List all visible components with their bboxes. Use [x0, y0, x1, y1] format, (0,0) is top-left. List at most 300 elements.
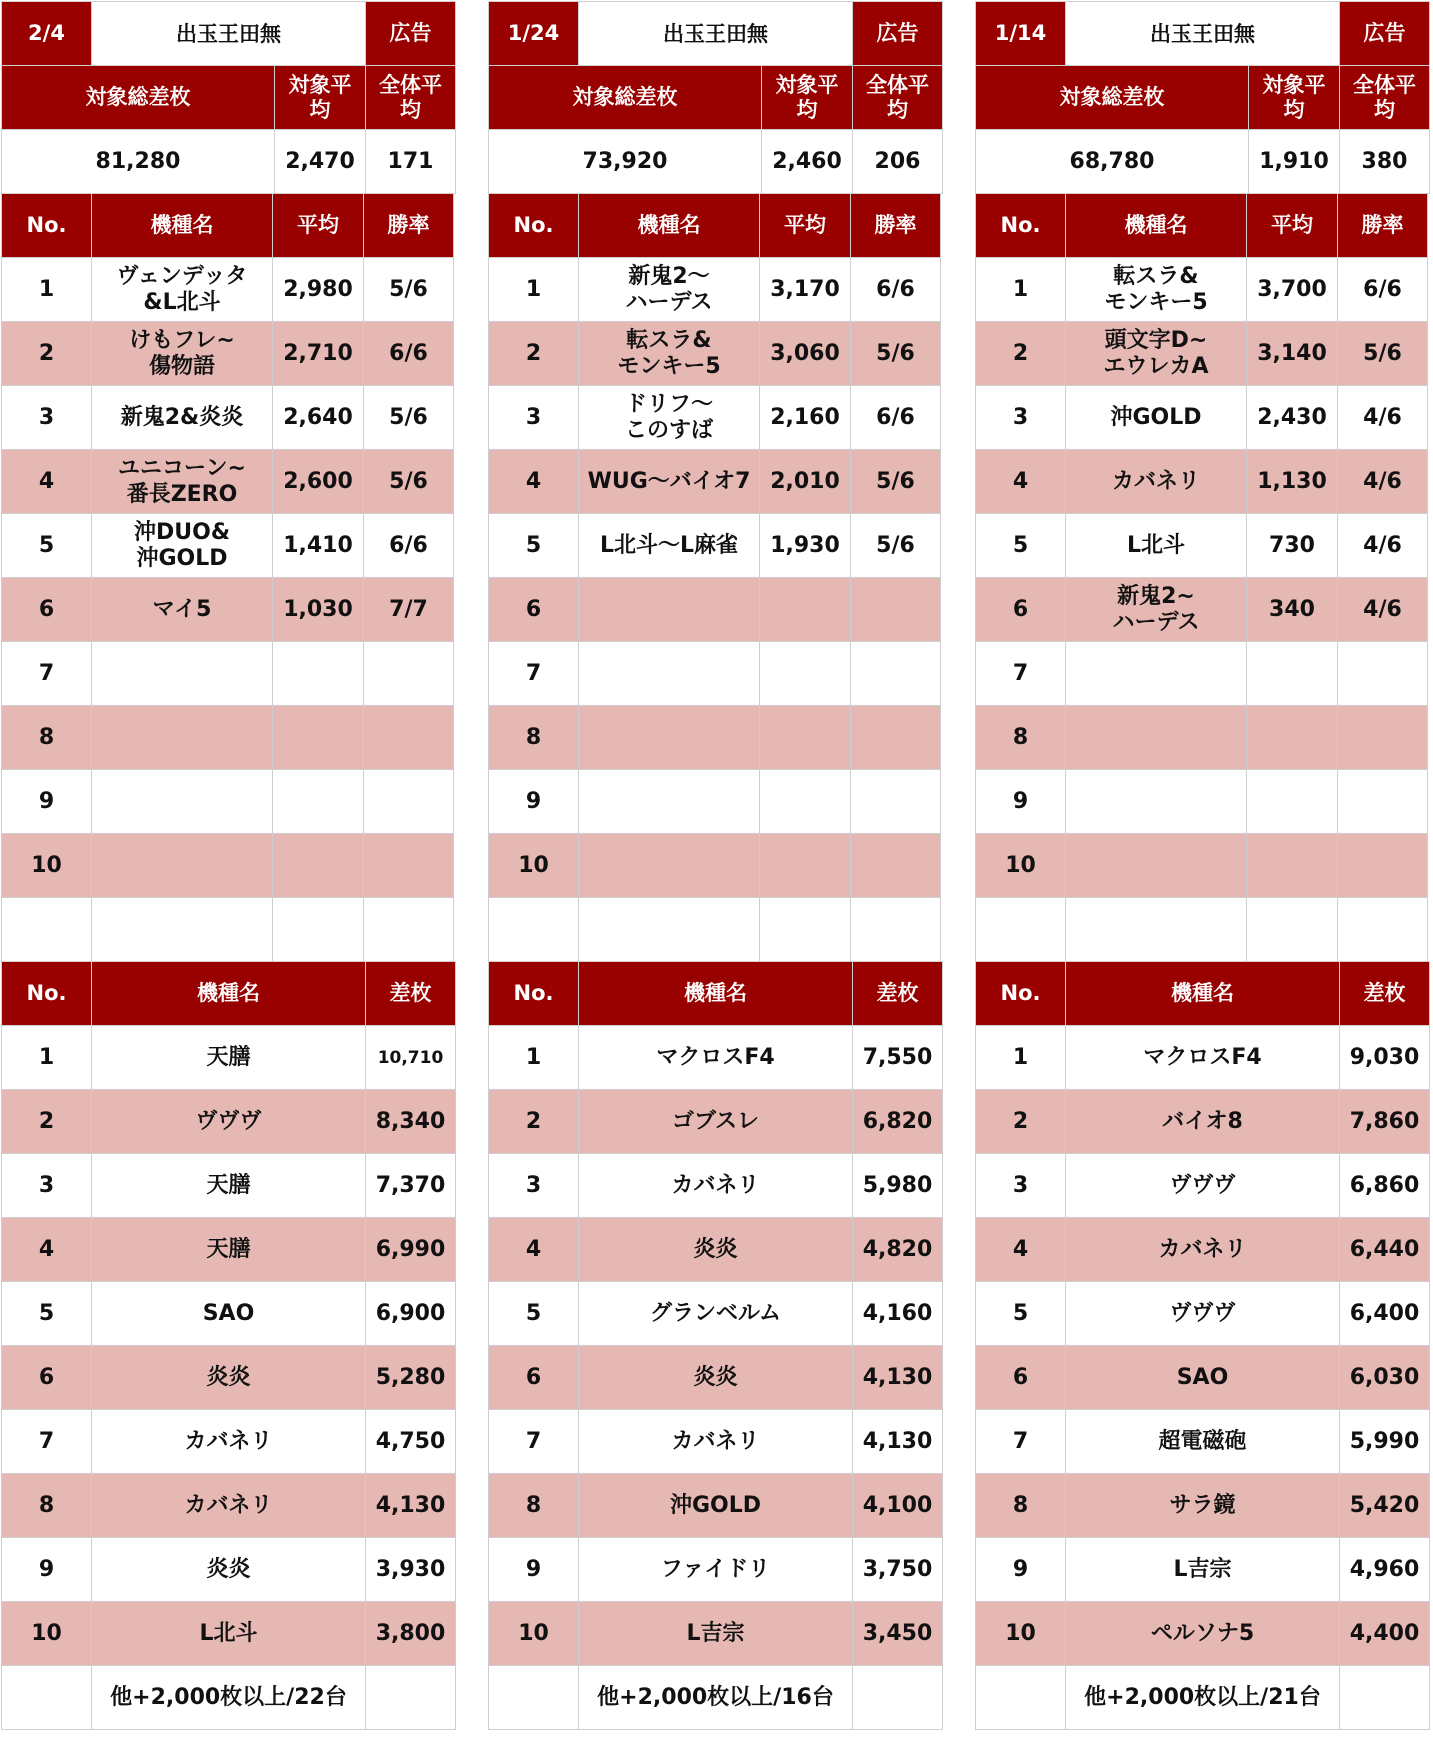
footer-cell — [975, 1665, 1066, 1730]
table-cell — [363, 769, 454, 834]
table-cell: 6/6 — [363, 321, 454, 386]
table-row — [1, 833, 453, 897]
table-cell — [759, 769, 851, 834]
table-row — [1, 769, 453, 833]
top-header-row — [1, 193, 453, 257]
table-row — [488, 513, 940, 577]
table-cell: 炎炎 — [578, 1217, 853, 1282]
column-header: No. — [1, 961, 92, 1026]
summary-header: 対象総差枚 — [1, 65, 275, 130]
table-cell — [578, 705, 760, 770]
table-row — [488, 321, 940, 385]
column-header: 差枚 — [1339, 961, 1430, 1026]
table-row — [1, 897, 453, 961]
table-cell: 3 — [488, 385, 579, 450]
table-cell: ヴヴヴ — [91, 1089, 366, 1154]
table-cell: 1,130 — [1246, 449, 1338, 514]
table-cell: 5 — [1, 513, 92, 578]
table-row — [975, 449, 1427, 513]
table-cell: 3 — [1, 1153, 92, 1218]
table-cell: 2 — [488, 1089, 579, 1154]
summary-value: 2,460 — [761, 129, 853, 194]
summary-value: 171 — [365, 129, 456, 194]
table-cell — [850, 641, 941, 706]
summary-header: 対象総差枚 — [975, 65, 1249, 130]
table-cell: 9,030 — [1339, 1025, 1430, 1090]
table-cell: 4 — [1, 1217, 92, 1282]
table-cell: 6/6 — [1337, 257, 1428, 322]
table-cell: 新鬼2~ ハーデス — [1065, 577, 1247, 642]
table-cell — [1, 897, 92, 962]
table-cell: 5,420 — [1339, 1473, 1430, 1538]
table-row — [1, 1153, 455, 1217]
summary-header: 対象平 均 — [274, 65, 366, 130]
table-cell: ペルソナ5 — [1065, 1601, 1340, 1666]
table-cell — [850, 705, 941, 770]
table-cell: 3,700 — [1246, 257, 1338, 322]
table-cell: 4,130 — [852, 1345, 943, 1410]
summary-header: 全体平 均 — [1339, 65, 1430, 130]
store-title: 出玉王田無 — [578, 1, 853, 66]
table-cell: 7 — [975, 641, 1066, 706]
table-cell: 転スラ& モンキー5 — [1065, 257, 1247, 322]
table-cell: 炎炎 — [91, 1537, 366, 1602]
table-cell: 6,030 — [1339, 1345, 1430, 1410]
table-cell: 3 — [975, 385, 1066, 450]
table-cell: 4 — [975, 449, 1066, 514]
table-cell: 9 — [1, 769, 92, 834]
table-cell: マイ5 — [91, 577, 273, 642]
table-cell — [1246, 705, 1338, 770]
date-label: 2/4 — [1, 1, 92, 66]
table-cell — [272, 705, 364, 770]
table-cell: 2,640 — [272, 385, 364, 450]
table-cell — [272, 833, 364, 898]
table-cell: 1,410 — [272, 513, 364, 578]
table-cell: 6,440 — [1339, 1217, 1430, 1282]
table-row — [488, 1409, 942, 1473]
table-cell: 1 — [975, 1025, 1066, 1090]
table-cell: 2,600 — [272, 449, 364, 514]
summary-header: 対象平 均 — [761, 65, 853, 130]
summary-header: 対象総差枚 — [488, 65, 762, 130]
table-cell: 転スラ& モンキー5 — [578, 321, 760, 386]
store-title: 出玉王田無 — [91, 1, 366, 66]
table-cell: 4 — [488, 449, 579, 514]
table-cell: 天膳 — [91, 1217, 366, 1282]
column-header: 平均 — [1246, 193, 1338, 258]
table-cell: ユニコーン~ 番長ZERO — [91, 449, 273, 514]
table-cell: 沖GOLD — [578, 1473, 853, 1538]
footer-cell — [852, 1665, 943, 1730]
table-cell: 3,750 — [852, 1537, 943, 1602]
table-cell: 5/6 — [363, 257, 454, 322]
table-cell: 炎炎 — [578, 1345, 853, 1410]
table-cell: 3,450 — [852, 1601, 943, 1666]
table-cell: マクロスF4 — [578, 1025, 853, 1090]
table-cell: 2,430 — [1246, 385, 1338, 450]
ad-label: 広告 — [852, 1, 943, 66]
table-row — [488, 385, 940, 449]
table-cell: 頭文字D~ エウレカA — [1065, 321, 1247, 386]
footer-row — [488, 1665, 942, 1729]
table-cell: SAO — [91, 1281, 366, 1346]
table-cell: 超電磁砲 — [1065, 1409, 1340, 1474]
column-header: 機種名 — [578, 961, 853, 1026]
table-row — [975, 1473, 1429, 1537]
table-cell: 5 — [488, 1281, 579, 1346]
table-cell: 5/6 — [850, 449, 941, 514]
table-cell — [759, 705, 851, 770]
table-cell: 7/7 — [363, 577, 454, 642]
table-row — [1, 1281, 455, 1345]
table-cell: 4/6 — [1337, 449, 1428, 514]
table-row — [1, 1601, 455, 1665]
footer-cell — [1, 1665, 92, 1730]
table-row — [975, 577, 1427, 641]
column-header: 機種名 — [1065, 193, 1247, 258]
table-cell: 4 — [488, 1217, 579, 1282]
table-row — [488, 833, 940, 897]
table-cell: 4,130 — [365, 1473, 456, 1538]
table-cell — [91, 641, 273, 706]
table-cell — [850, 833, 941, 898]
table-row — [488, 449, 940, 513]
footer-cell — [488, 1665, 579, 1730]
table-cell: 2,980 — [272, 257, 364, 322]
table-row — [975, 1025, 1429, 1089]
table-cell: 10 — [975, 833, 1066, 898]
table-cell: 6 — [975, 577, 1066, 642]
table-cell: 炎炎 — [91, 1345, 366, 1410]
table-row — [1, 257, 453, 321]
table-cell: 2 — [975, 321, 1066, 386]
table-cell — [1337, 705, 1428, 770]
table-cell: けもフレ~ 傷物語 — [91, 321, 273, 386]
table-cell: 8 — [975, 1473, 1066, 1538]
table-row — [488, 257, 940, 321]
table-cell: SAO — [1065, 1345, 1340, 1410]
summary-values-row — [488, 129, 942, 193]
table-cell — [759, 897, 851, 962]
table-cell: 5 — [975, 513, 1066, 578]
table-cell: 9 — [975, 1537, 1066, 1602]
column-header: 平均 — [272, 193, 364, 258]
table-row — [1, 1409, 455, 1473]
summary-header-row — [975, 65, 1429, 129]
table-cell: 2,160 — [759, 385, 851, 450]
table-row — [975, 641, 1427, 705]
table-cell: 4,100 — [852, 1473, 943, 1538]
table-row — [975, 833, 1427, 897]
table-row — [1, 1217, 455, 1281]
date-label: 1/24 — [488, 1, 579, 66]
column-header: 勝率 — [363, 193, 454, 258]
table-row — [1, 1473, 455, 1537]
table-row — [975, 897, 1427, 961]
table-cell: 1,030 — [272, 577, 364, 642]
table-cell — [1246, 897, 1338, 962]
table-cell: マクロスF4 — [1065, 1025, 1340, 1090]
summary-value: 2,470 — [274, 129, 366, 194]
table-cell: 10 — [1, 833, 92, 898]
table-cell: 8 — [488, 1473, 579, 1538]
summary-value: 81,280 — [1, 129, 275, 194]
table-cell — [363, 641, 454, 706]
table-cell: 沖GOLD — [1065, 385, 1247, 450]
table-cell: 新鬼2～ ハーデス — [578, 257, 760, 322]
table-cell: 3,800 — [365, 1601, 456, 1666]
table-cell: L北斗 — [1065, 513, 1247, 578]
table-cell: 4,400 — [1339, 1601, 1430, 1666]
table-cell — [363, 897, 454, 962]
table-cell: サラ鏡 — [1065, 1473, 1340, 1538]
table-cell: 4 — [975, 1217, 1066, 1282]
footer-cell: 他+2,000枚以上/16台 — [578, 1665, 853, 1730]
ad-label: 広告 — [1339, 1, 1430, 66]
table-cell: 5 — [975, 1281, 1066, 1346]
table-row — [488, 1473, 942, 1537]
table-cell: 1,930 — [759, 513, 851, 578]
summary-value: 68,780 — [975, 129, 1249, 194]
table-cell — [363, 833, 454, 898]
table-cell — [850, 897, 941, 962]
table-cell: 6 — [1, 1345, 92, 1410]
table-cell: L北斗 — [91, 1601, 366, 1666]
table-cell: 9 — [488, 769, 579, 834]
table-cell: バイオ8 — [1065, 1089, 1340, 1154]
summary-header: 全体平 均 — [365, 65, 456, 130]
table-cell: 7 — [975, 1409, 1066, 1474]
table-cell: 10 — [488, 1601, 579, 1666]
table-cell: 4 — [1, 449, 92, 514]
table-cell — [488, 897, 579, 962]
table-cell: ヴヴヴ — [1065, 1153, 1340, 1218]
table-cell — [759, 577, 851, 642]
table-cell: 1 — [1, 257, 92, 322]
table-cell: L北斗～L麻雀 — [578, 513, 760, 578]
title-row — [1, 1, 455, 65]
column-header: No. — [488, 193, 579, 258]
table-cell: 6,860 — [1339, 1153, 1430, 1218]
table-cell: ファイドリ — [578, 1537, 853, 1602]
table-row — [975, 257, 1427, 321]
column-header: 差枚 — [852, 961, 943, 1026]
table-row — [975, 1089, 1429, 1153]
table-cell: L吉宗 — [1065, 1537, 1340, 1602]
table-cell: 4/6 — [1337, 385, 1428, 450]
table-row — [1, 641, 453, 705]
bottom-header-row — [975, 961, 1429, 1025]
table-cell — [850, 577, 941, 642]
table-cell — [272, 769, 364, 834]
table-cell: カバネリ — [1065, 1217, 1340, 1282]
table-row — [975, 1153, 1429, 1217]
table-cell: 4/6 — [1337, 513, 1428, 578]
summary-value: 1,910 — [1248, 129, 1340, 194]
table-cell: 6 — [488, 1345, 579, 1410]
column-header: No. — [488, 961, 579, 1026]
summary-value: 206 — [852, 129, 943, 194]
table-cell: 4/6 — [1337, 577, 1428, 642]
table-cell — [759, 833, 851, 898]
table-cell — [1065, 897, 1247, 962]
table-cell: 6/6 — [850, 385, 941, 450]
ad-label: 広告 — [365, 1, 456, 66]
table-cell — [272, 897, 364, 962]
table-cell: カバネリ — [1065, 449, 1247, 514]
top-header-row — [488, 193, 940, 257]
table-cell: 7,370 — [365, 1153, 456, 1218]
footer-cell: 他+2,000枚以上/22台 — [91, 1665, 366, 1730]
summary-values-row — [975, 129, 1429, 193]
table-cell — [578, 641, 760, 706]
table-cell: 2,010 — [759, 449, 851, 514]
table-cell — [1065, 833, 1247, 898]
table-row — [975, 1217, 1429, 1281]
table-cell: 7 — [488, 641, 579, 706]
table-cell: 7,550 — [852, 1025, 943, 1090]
table-cell: 8 — [488, 705, 579, 770]
bottom-header-row — [1, 961, 455, 1025]
table-cell: 2,710 — [272, 321, 364, 386]
table-row — [975, 385, 1427, 449]
table-cell — [1337, 641, 1428, 706]
table-cell: 4,820 — [852, 1217, 943, 1282]
table-row — [488, 1345, 942, 1409]
table-row — [488, 1025, 942, 1089]
table-cell: ゴブスレ — [578, 1089, 853, 1154]
table-row — [488, 1281, 942, 1345]
table-cell: 6 — [975, 1345, 1066, 1410]
table-row — [1, 705, 453, 769]
table-cell: 5/6 — [363, 449, 454, 514]
table-cell: 730 — [1246, 513, 1338, 578]
table-cell: 7 — [1, 641, 92, 706]
table-cell: 2 — [975, 1089, 1066, 1154]
table-row — [975, 1409, 1429, 1473]
table-row — [488, 1153, 942, 1217]
table-cell: 2 — [488, 321, 579, 386]
column-header: 平均 — [759, 193, 851, 258]
table-cell: 2 — [1, 321, 92, 386]
summary-header: 対象平 均 — [1248, 65, 1340, 130]
table-cell: 5/6 — [850, 513, 941, 578]
store-title: 出玉王田無 — [1065, 1, 1340, 66]
table-cell — [1065, 705, 1247, 770]
table-row — [1, 321, 453, 385]
table-cell — [578, 897, 760, 962]
table-cell: 3 — [1, 385, 92, 450]
table-cell: 6,400 — [1339, 1281, 1430, 1346]
bottom-header-row — [488, 961, 942, 1025]
table-cell: 7,860 — [1339, 1089, 1430, 1154]
table-cell: 4,160 — [852, 1281, 943, 1346]
table-cell: 9 — [1, 1537, 92, 1602]
table-row — [1, 385, 453, 449]
table-cell: 6,820 — [852, 1089, 943, 1154]
table-row — [975, 705, 1427, 769]
table-row — [1, 513, 453, 577]
table-cell: ヴェンデッタ &L北斗 — [91, 257, 273, 322]
table-row — [975, 1537, 1429, 1601]
table-cell: 5/6 — [850, 321, 941, 386]
footer-row — [975, 1665, 1429, 1729]
table-row — [975, 1345, 1429, 1409]
table-cell: 340 — [1246, 577, 1338, 642]
table-cell — [91, 705, 273, 770]
table-row — [488, 1089, 942, 1153]
table-cell — [1065, 641, 1247, 706]
table-row — [488, 769, 940, 833]
footer-cell — [365, 1665, 456, 1730]
table-cell: 天膳 — [91, 1153, 366, 1218]
table-cell — [1337, 897, 1428, 962]
table-row — [488, 1217, 942, 1281]
column-header: 差枚 — [365, 961, 456, 1026]
table-cell: ヴヴヴ — [1065, 1281, 1340, 1346]
table-cell — [578, 769, 760, 834]
table-cell — [363, 705, 454, 770]
table-cell: 5 — [488, 513, 579, 578]
table-cell: グランベルム — [578, 1281, 853, 1346]
summary-value: 380 — [1339, 129, 1430, 194]
summary-header: 全体平 均 — [852, 65, 943, 130]
table-cell — [578, 577, 760, 642]
column-header: 機種名 — [1065, 961, 1340, 1026]
table-cell — [1337, 769, 1428, 834]
top-header-row — [975, 193, 1427, 257]
column-header: 機種名 — [91, 193, 273, 258]
table-cell: 沖DUO& 沖GOLD — [91, 513, 273, 578]
table-cell: 7 — [1, 1409, 92, 1474]
column-header: No. — [1, 193, 92, 258]
table-cell: 6,990 — [365, 1217, 456, 1282]
table-cell — [91, 833, 273, 898]
column-header: 機種名 — [578, 193, 760, 258]
table-cell: 10 — [488, 833, 579, 898]
table-cell: 6/6 — [363, 513, 454, 578]
column-header: 勝率 — [850, 193, 941, 258]
table-cell: 10 — [975, 1601, 1066, 1666]
table-cell: 1 — [1, 1025, 92, 1090]
table-cell: カバネリ — [91, 1473, 366, 1538]
table-cell: カバネリ — [578, 1153, 853, 1218]
table-row — [1, 1025, 455, 1089]
table-cell — [759, 641, 851, 706]
table-row — [488, 1601, 942, 1665]
table-cell: 3 — [488, 1153, 579, 1218]
table-row — [975, 769, 1427, 833]
table-cell: 9 — [488, 1537, 579, 1602]
table-cell: 8 — [1, 1473, 92, 1538]
table-cell — [91, 769, 273, 834]
table-cell: 7 — [488, 1409, 579, 1474]
table-cell: カバネリ — [91, 1409, 366, 1474]
summary-header-row — [1, 65, 455, 129]
table-cell: 5/6 — [363, 385, 454, 450]
table-cell: 5/6 — [1337, 321, 1428, 386]
table-cell: 10,710 — [365, 1025, 456, 1090]
title-row — [975, 1, 1429, 65]
table-cell: 6 — [488, 577, 579, 642]
table-row — [1, 1537, 455, 1601]
table-row — [488, 897, 940, 961]
table-cell — [1246, 641, 1338, 706]
table-cell: 8 — [1, 705, 92, 770]
table-cell: 9 — [975, 769, 1066, 834]
date-label: 1/14 — [975, 1, 1066, 66]
